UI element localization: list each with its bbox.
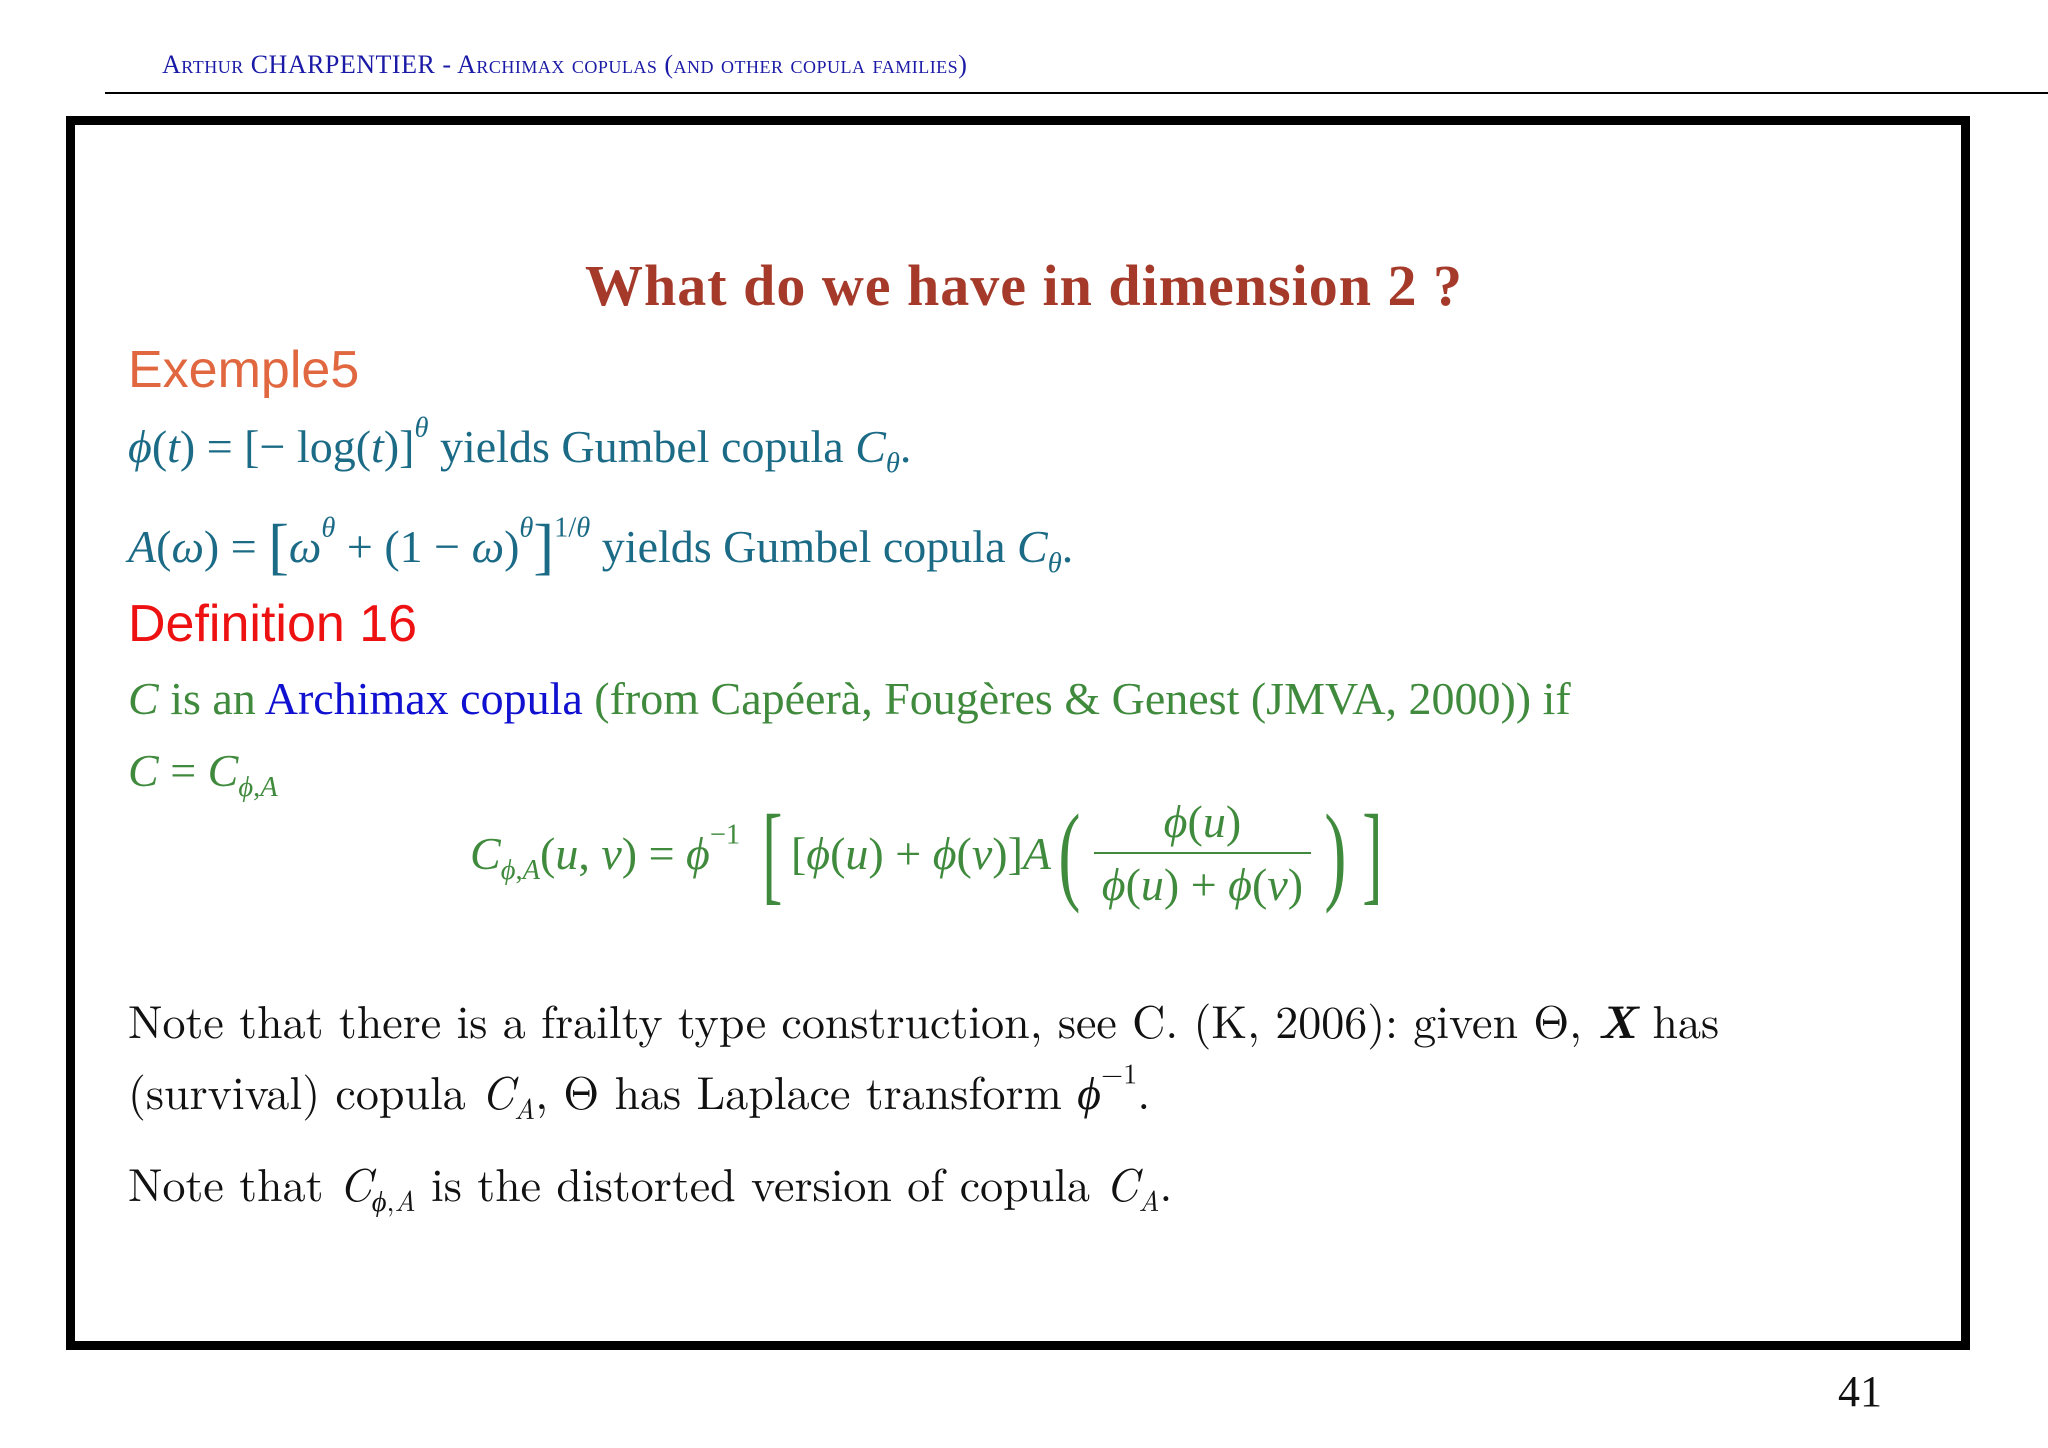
- note-frailty-line2: [128, 1052, 1151, 1128]
- formula-fraction: $\frac{\phi(u)}{\phi(u) + \phi(v)}$: [1094, 795, 1311, 911]
- note1-line2-b: has Laplace transform: [599, 1058, 1078, 1123]
- example-line-phi: [128, 412, 912, 479]
- formula-paren-left: (: [1058, 791, 1081, 914]
- note1-text-a: Note that there is a frailty type construction, see C. (K, 2006): given: [128, 987, 1534, 1052]
- copula-C-symbol: C: [128, 673, 159, 724]
- X-vector-symbol: X: [1597, 986, 1638, 1053]
- CA-symbol: $C_A$, Θ: [481, 1058, 600, 1128]
- formula-lhs: $C_{\phi,A}(u$, $v) = \phi^{-1}$: [470, 818, 741, 886]
- definition-citation: (from Capéerà, Fougères & Genest (JMVA, 2000)) if: [582, 673, 1571, 724]
- note1-text-b: has: [1637, 987, 1720, 1052]
- theta-symbol: Θ,: [1533, 987, 1598, 1052]
- gumbel-copula-symbol-2: $C_\theta$.: [1017, 521, 1074, 580]
- note-distorted: [128, 1150, 1173, 1220]
- definition-line: [128, 672, 1571, 725]
- example-line-A: [128, 512, 1073, 583]
- example-label: Exemple5: [128, 341, 360, 399]
- C-phi-A-symbol: $C_{\phi,A}$: [338, 1150, 416, 1220]
- note2-text-a: Note that: [128, 1150, 339, 1215]
- phi-inverse-symbol: $\phi^{-1}$.: [1077, 1052, 1151, 1123]
- A-formula: $A(\omega) = [\omega^\theta + (1 - \omega)^\theta]^{1/\theta}$: [128, 512, 591, 581]
- slide-header: [162, 50, 967, 80]
- archimax-copula-link[interactable]: Archimax copula: [264, 673, 583, 724]
- note-frailty-line1: [128, 986, 1719, 1053]
- slide-title: What do we have in dimension 2 ?: [585, 253, 1463, 318]
- note1-line2-a: (survival) copula: [128, 1058, 482, 1123]
- definition-equation-short: $C = C_{\phi,A}$: [128, 745, 278, 803]
- formula-bracket-right: ]: [1362, 791, 1383, 914]
- gumbel-copula-symbol: $C_\theta$.: [855, 421, 912, 479]
- definition-is-an: is an: [158, 673, 265, 724]
- header-author: Arthur CHARPENTIER: [162, 50, 436, 79]
- example-line1-text: yields Gumbel copula: [428, 421, 856, 472]
- formula-sum: [ϕ(u) + ϕ(v)]A: [790, 827, 1051, 879]
- archimax-formula: [470, 791, 1391, 914]
- example-line2-text: yields Gumbel copula: [590, 521, 1017, 573]
- header-subtitle: Archimax copulas (and other copula families): [457, 50, 968, 79]
- phi-formula: ϕ(t) = [− log(t)]$^\theta$: [128, 412, 429, 472]
- CA-symbol-2: $C_A$.: [1105, 1150, 1173, 1220]
- definition-label: Definition 16: [128, 595, 418, 653]
- formula-bracket-left: [: [762, 791, 783, 914]
- header-rule: [105, 92, 2048, 94]
- page-number: 41: [1838, 1367, 1882, 1416]
- header-separator: -: [435, 50, 458, 79]
- note2-text-b: is the distorted version of copula: [415, 1150, 1106, 1215]
- formula-paren-right: ): [1324, 791, 1347, 914]
